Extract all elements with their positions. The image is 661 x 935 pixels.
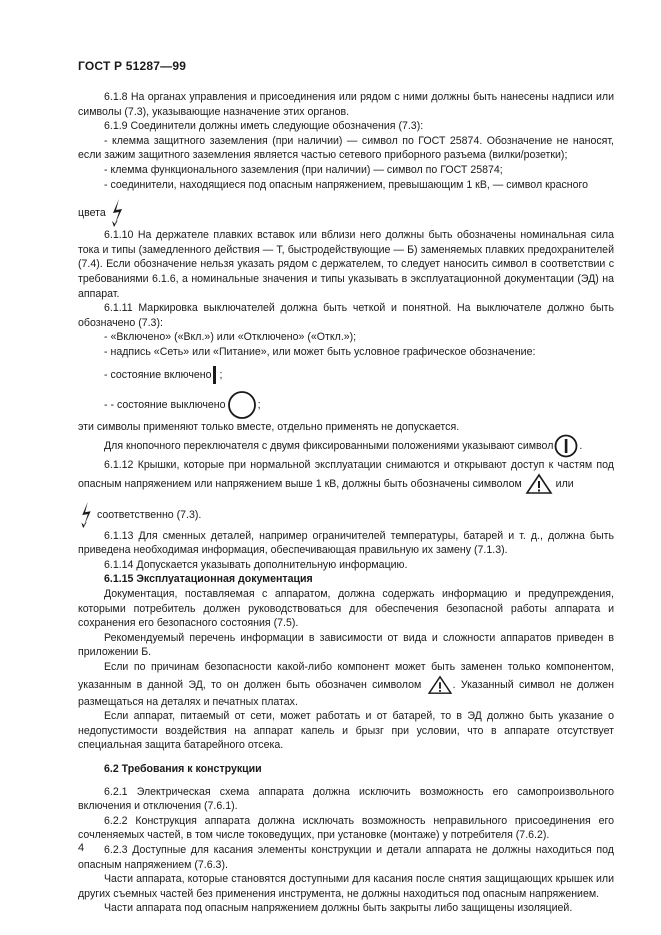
- color-line: [78, 198, 614, 228]
- battery-paragraph: Если аппарат, питаемый от сети, может работать и от батарей, то в ЭД должно быть указание о недопустимости воздействия на аппарат капель и брызг при условии, что в аппарате отсутствует специальная защита батарейного отсека.: [78, 710, 614, 752]
- replacement-text-end: . Указанный символ не должен размещаться на деталях и печатных платах.: [78, 678, 615, 708]
- color-word: цвета: [78, 206, 106, 219]
- warning-triangle-icon: [427, 675, 453, 695]
- pushbutton-icon: [553, 434, 579, 458]
- list-item-mains-label: - надпись «Сеть» или «Питание», или может быть условное графическое обозначение:: [104, 345, 536, 358]
- clause-6-2-3: 6.2.3 Доступные для касания элементы конструкции и детали аппарата не должны находиться под опасным напряжением (7.6.3).: [78, 843, 614, 871]
- pushbutton-text: Для кнопочного переключателя с двумя фиксированными положениями указывают символ: [104, 439, 554, 452]
- list-item-on-off-text: - «Включено» («Вкл.») или «Отключено» («Откл.»);: [104, 331, 357, 344]
- clause-6-1-13: 6.1.13 Для сменных деталей, например ограничителей температуры, батарей и т. д., должна быть приведена необходимая информация, обеспечивающая правильную их замену (7.1.3).: [78, 529, 614, 557]
- off-state-label: - - состояние выключено: [104, 398, 226, 411]
- pushbutton-note: Для кнопочного переключателя с двумя фиксированными положениями указывают символ .: [78, 434, 614, 458]
- document-header: ГОСТ Р 51287—99: [78, 59, 187, 73]
- clause-6-1-14: 6.1.14 Допускается указывать дополнительную информацию.: [104, 558, 408, 571]
- clause-6-2-1: 6.2.1 Электрическая схема аппарата должна исключить возможность его самопроизвольного включения и отключения (7.6.1).: [78, 785, 614, 813]
- list-item-protective-earth: - клемма защитного заземления (при наличии) — символ по ГОСТ 25874. Обозначение не наносят, если зажим защитного заземления является частью сетевого приборного разъема (вилки/розетки);: [78, 134, 614, 162]
- list-item-hazardous-connectors: - соединители, находящиеся под опасным напряжением, превышающим 1 кВ, — символ красного: [104, 178, 589, 191]
- recommended-list-paragraph: Рекомендуемый перечень информации в зависимости от вида и сложности аппаратов приведен в приложении Б.: [78, 631, 614, 659]
- on-state-label: - состояние включено: [104, 368, 212, 381]
- section-6-2-heading: 6.2 Требования к конструкции: [104, 763, 262, 775]
- off-circle-icon: [226, 390, 258, 420]
- respectively-line: [78, 501, 614, 529]
- page-number: 4: [78, 842, 85, 854]
- warning-triangle-icon: [525, 473, 553, 495]
- clause-6-1-9: 6.1.9 Соединители должны иметь следующие обозначения (7.3):: [104, 120, 424, 133]
- clause-6-1-15-heading: 6.1.15 Эксплуатационная документация: [104, 573, 313, 586]
- replacement-text: Если по причинам безопасности какой-либо компонент может быть заменен только компонентом, указанным в данной ЭД, то он должен быть обозначен символом: [78, 661, 614, 691]
- lightning-icon: [109, 198, 125, 228]
- respectively-text: соответственно (7.3).: [96, 508, 202, 521]
- lightning-icon: [78, 501, 94, 529]
- replacement-component-paragraph: [78, 660, 614, 709]
- list-item-on-state: - состояние включено ;: [78, 366, 614, 384]
- accessible-parts-paragraph: Части аппарата, которые становятся доступными для касания после снятия защищающих крышек или других съемных частей без применения инструмента, не должны находиться под опасным напряжением.: [78, 873, 614, 900]
- clause-6-1-8: 6.1.8 На органах управления и присоединения или рядом с ними должны быть нанесены надписи или символы (7.3), указывающие назначение этих органов.: [78, 91, 614, 118]
- documentation-paragraph: Документация, поставляемая с аппаратом, должна содержать информацию и предупреждения, которыми потребитель должен руководствоваться для обеспечения безопасной работы аппарата и сохранения его безопасного состояния (7.5).: [78, 588, 614, 630]
- document-body: [78, 90, 614, 916]
- list-item-off-state: - - состояние выключено ;: [78, 390, 614, 420]
- clause-6-1-12: [78, 458, 614, 495]
- clause-6-1-10: 6.1.10 На держателе плавких вставок или вблизи него должны быть обозначены номинальная сила тока и типы (замедленного действия — Т, быстродействующие — Б) заменяемых плавких предохранителей (7.4). Если обозначение нельзя указать рядом с держателем, то следует наносить символ в соответствии с требованиями 6.1.6, а номинальные значения и типы указывать в эксплуатационной документации (ЭД) на аппарат.: [78, 229, 614, 300]
- clause-6-1-11: 6.1.11 Маркировка выключателей должна быть четкой и понятной. На выключателе должно быть обозначено (7.3):: [78, 302, 614, 329]
- symbols-usage-note: эти символы применяют только вместе, отдельно применять не допускается.: [78, 420, 460, 433]
- covers-text: 6.1.12 Крышки, которые при нормальной эксплуатации снимаются и открывают доступ к частям под опасным напряжением или напряжением выше 1 кВ, должны быть обозначены символом: [78, 459, 614, 490]
- clause-6-2-2: 6.2.2 Конструкция аппарата должна исключать возможность неправильного присоединения его сочленяемых частей, в том числе токоведущих, при установке (монтаже) у потребителя (7.6.2).: [78, 814, 614, 842]
- list-item-functional-earth: - клемма функционального заземления (при наличии) — символ по ГОСТ 25874;: [104, 163, 503, 176]
- insulation-paragraph: Части аппарата под опасным напряжением должны быть закрыты либо защищены изоляцией.: [104, 902, 573, 915]
- or-word: или: [555, 477, 574, 490]
